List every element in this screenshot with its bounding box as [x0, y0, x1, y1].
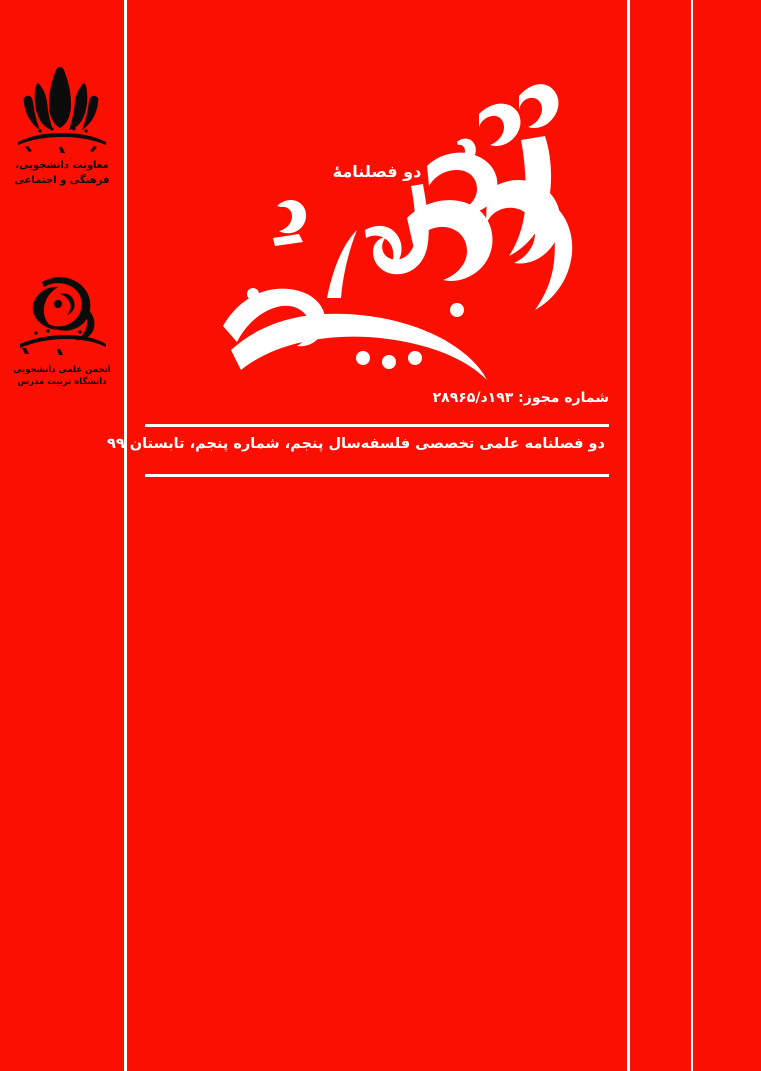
cover-kicker: دو فصلنامهٔ [332, 162, 422, 181]
permit-number: شماره مجوز: ۱۹۳د/۲۸۹۶۵ [432, 390, 609, 406]
cover-main-panel [106, 0, 627, 1071]
university-logo-block [0, 62, 124, 188]
association-logo-block [0, 268, 124, 388]
cover-meta-row [106, 436, 605, 452]
divider-right [627, 0, 630, 1071]
university-caption-line1: معاونت دانشجویی، [15, 160, 109, 171]
rule-above-meta [145, 424, 609, 427]
journal-wordmark [127, 58, 627, 388]
divider-far-right [691, 0, 693, 1071]
rule-below-meta [145, 474, 609, 477]
philosophy-association-emblem [12, 268, 112, 360]
journal-subtitle: دو فصلنامه علمی تخصصی فلسفه [360, 436, 605, 452]
association-caption-line1: انجمن علمی دانشجویی [13, 365, 111, 375]
logo-column [0, 0, 124, 1071]
university-caption-line2: فرهنگی و اجتماعی [14, 175, 110, 186]
issue-info: سال پنجم، شماره پنجم، تابستان ۹۹ [106, 436, 361, 452]
tarbiat-modares-university-emblem [12, 62, 112, 154]
association-caption-line2: دانشگاه تربیت مدرس [17, 377, 107, 387]
